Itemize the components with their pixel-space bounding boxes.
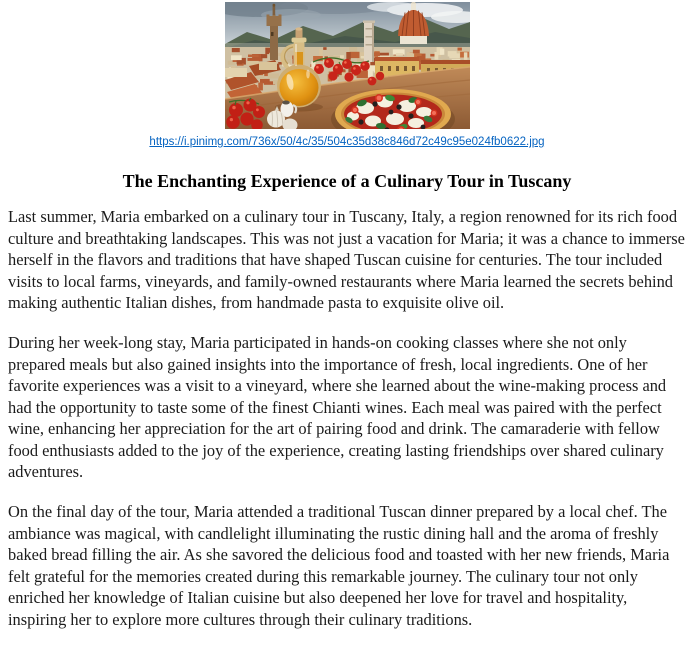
image-source-link[interactable]: https://i.pinimg.com/736x/50/4c/35/504c35d38c846d72c49c95e024fb0622.jpg	[149, 136, 545, 148]
image-caption	[0, 135, 694, 149]
tuscany-food-scene-image	[225, 2, 470, 129]
article-body	[0, 206, 694, 630]
article-paragraph-1: Last summer, Maria embarked on a culinary tour in Tuscany, Italy, a region renowned for its rich food culture and breathtaking landscapes. This was not just a vacation for Maria; it was a chance to immerse herself in the flavors and traditions that have shaped Tuscan cuisine for centuries. The tour included visits to local farms, vineyards, and family-owned restaurants where Maria learned the secrets behind making authentic Italian dishes, from handmade pasta to exquisite olive oil.	[8, 207, 685, 312]
article-paragraph-3: On the final day of the tour, Maria attended a traditional Tuscan dinner prepared by a local chef. The ambiance was magical, with candlelight illuminating the rustic dining hall and the aroma of freshly baked bread filling the air. As she savored the delicious food and toasted with her new friends, Maria felt grateful for the memories created during this remarkable journey. The culinary tour not only enriched her knowledge of Italian cuisine but also deepened her love for travel and hospitality, inspiring her to explore more cultures through their culinary traditions.	[8, 502, 670, 629]
header-image	[225, 2, 470, 129]
campanile-tower	[363, 21, 375, 63]
article-title: The Enchanting Experience of a Culinary Tour in Tuscany	[122, 171, 572, 191]
article-paragraph-2: During her week-long stay, Maria participated in hands-on cooking classes where she not only prepared meals but also gained insights into the importance of fresh, local ingredients. One of her favorite experiences was a visit to a vineyard, where she learned about the wine-making process and had the opportunity to taste some of the finest Chianti wines. Each meal was paired with the perfect wine, enhancing her appreciation for the art of pairing food and drink. The camaraderie with fellow food enthusiasts added to the joy of the experience, creating lasting friendships over shared culinary adventures.	[8, 333, 667, 481]
